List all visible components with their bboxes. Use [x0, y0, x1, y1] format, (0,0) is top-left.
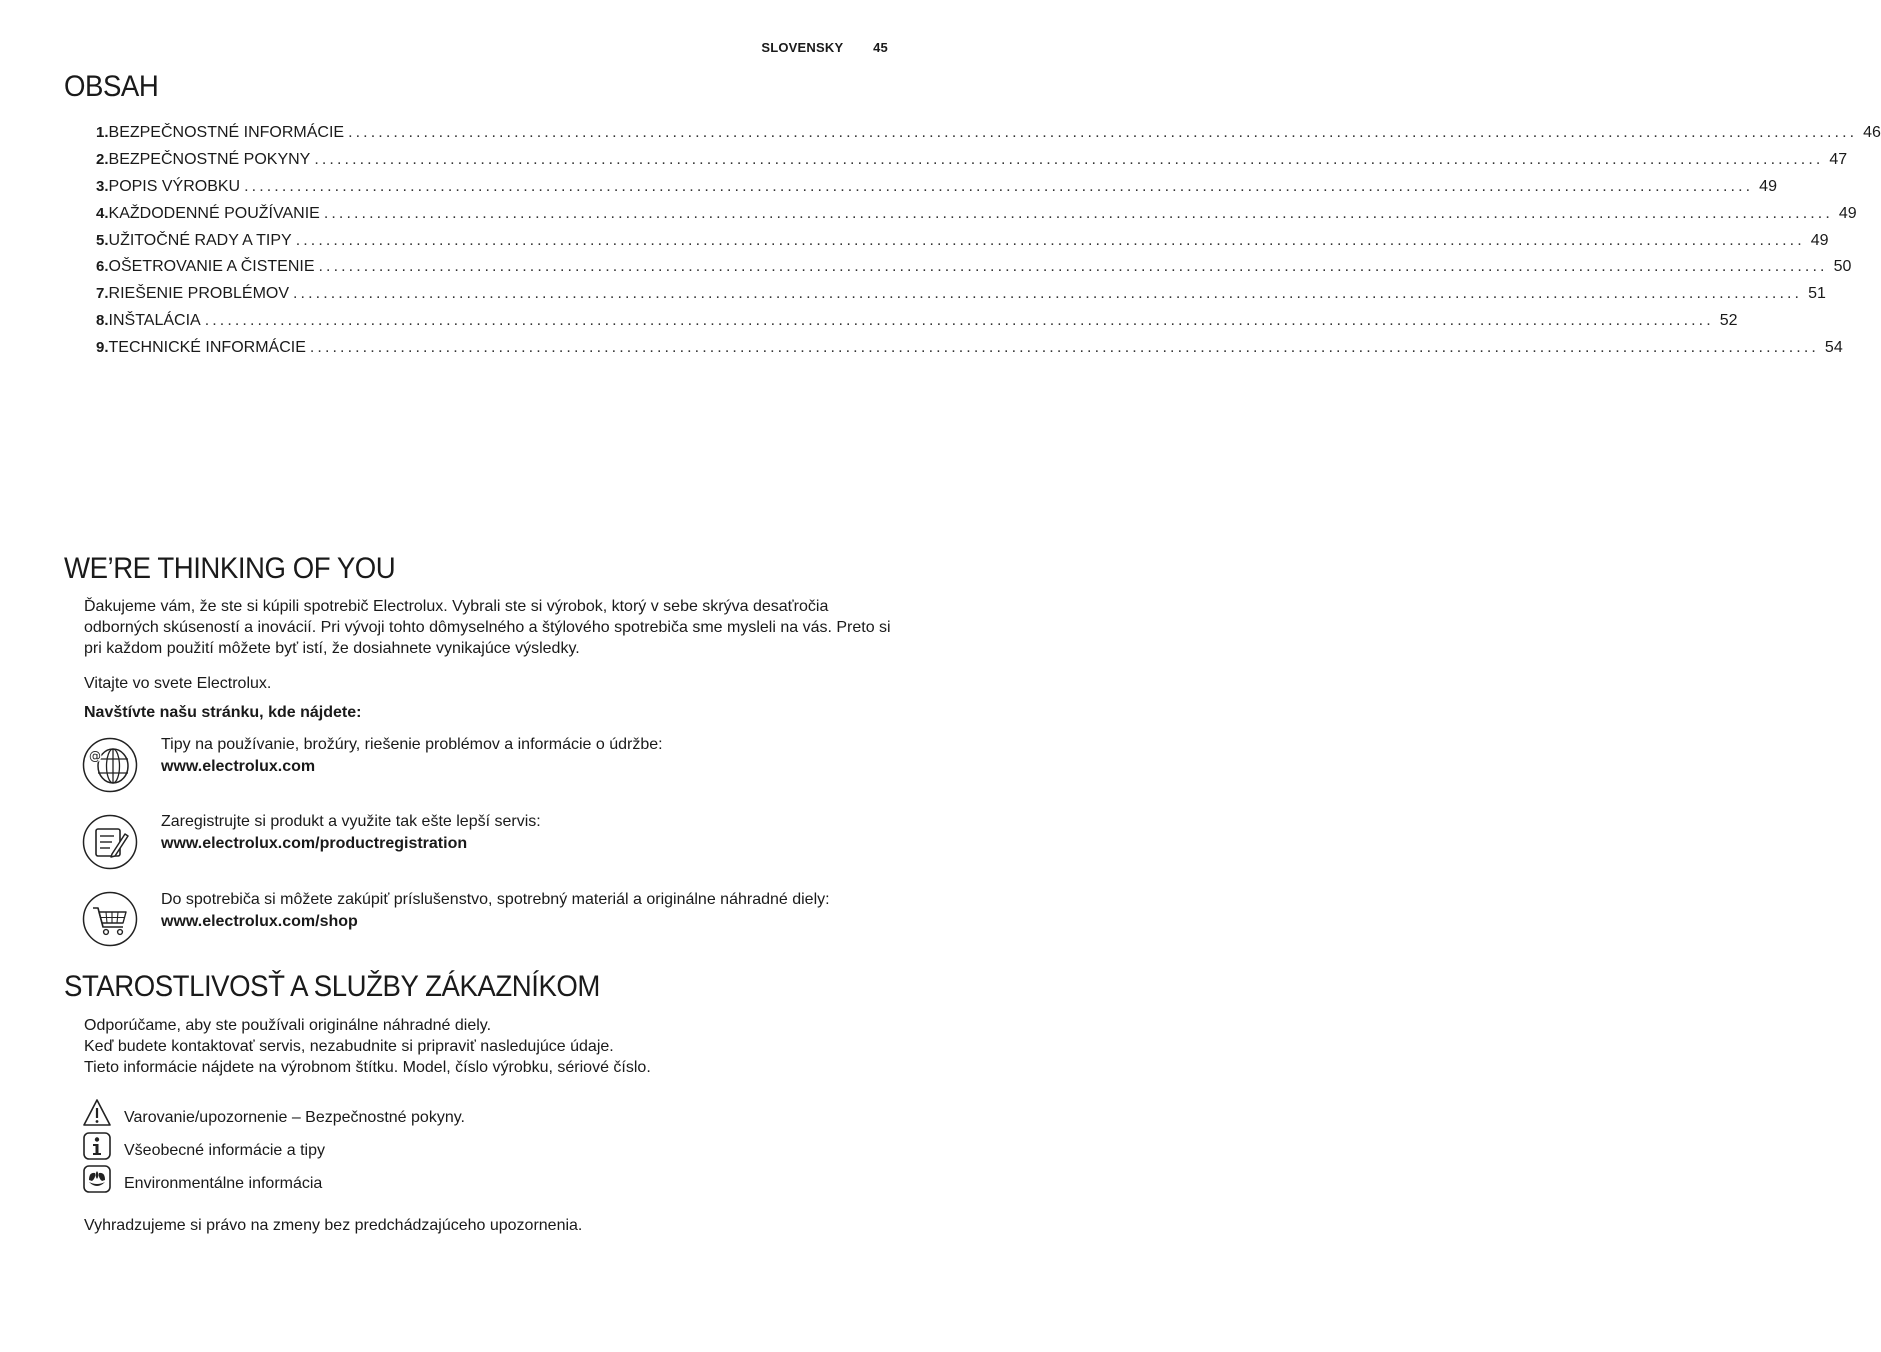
- toc-item-label: TECHNICKÉ INFORMÁCIE: [108, 339, 306, 357]
- care-title: STAROSTLIVOSŤ A SLUŽBY ZÁKAZNÍKOM: [64, 970, 600, 1003]
- globe-icon: [82, 737, 138, 793]
- toc-item-page: 49: [1810, 231, 1829, 249]
- toc-item-page: 51: [1808, 285, 1826, 303]
- intro-paragraph: Ďakujeme vám, že ste si kúpili spotrebič Electrolux. Vybrali ste si výrobok, ktorý v sebe skrýva desaťročia odborných skúseností a inovácií. Pri vývoji tohto dômyselného a štýlového spotrebiča sme mysleli na vás. Preto si pri každom použití môžete byť istí, že dosiahnete vynikajúce výsledky.: [84, 598, 891, 657]
- symbol-label: Environmentálne informácia: [124, 1175, 323, 1192]
- toc-item-label: OŠETROVANIE A ČISTENIE: [108, 258, 315, 276]
- toc-item-label: BEZPEČNOSTNÉ POKYNY: [108, 150, 311, 168]
- page-header: [761, 40, 888, 55]
- info-icon: [82, 1131, 112, 1161]
- toc-item-label: KAŽDODENNÉ POUŽÍVANIE: [108, 204, 320, 222]
- service-description: Do spotrebiča si môžete zakúpiť príslušenstvo, spotrebný materiál a originálne náhradné diely:: [161, 891, 830, 908]
- toc-item-page: 49: [1759, 177, 1777, 195]
- toc-item-label: POPIS VÝROBKU: [108, 177, 241, 195]
- symbol-label: Varovanie/upozornenie – Bezpečnostné pokyny.: [124, 1109, 465, 1126]
- toc-item-label: UŽITOČNÉ RADY A TIPY: [108, 231, 292, 249]
- toc-item[interactable]: 5. UŽITOČNÉ RADY A TIPY ........................................................................................................................................................................................................ 49: [96, 231, 1829, 249]
- svg-text:@: @: [89, 749, 101, 763]
- language-label: SLOVENSKY: [761, 40, 844, 55]
- service-description: Zaregistrujte si produkt a využite tak ešte lepší servis:: [161, 813, 541, 830]
- care-line: Odporúčame, aby ste používali originálne náhradné diely.: [84, 1017, 492, 1034]
- toc-item-page: 54: [1824, 339, 1843, 357]
- table-of-contents: [96, 124, 1881, 366]
- symbol-label: Všeobecné informácie a tipy: [124, 1142, 325, 1159]
- toc-item[interactable]: 1. BEZPEČNOSTNÉ INFORMÁCIE ........................................................................................................................................................................................................ 46: [96, 124, 1881, 141]
- service-item: [161, 889, 901, 933]
- warning-icon: [82, 1098, 112, 1128]
- page-number: 45: [873, 40, 888, 55]
- toc-item-label: BEZPEČNOSTNÉ INFORMÁCIE: [108, 124, 345, 141]
- service-item: [161, 734, 901, 778]
- registration-icon: [82, 814, 138, 870]
- contents-title: OBSAH: [64, 70, 159, 103]
- toc-item-page: 47: [1829, 150, 1848, 168]
- visit-heading: Navštívte našu stránku, kde nájdete:: [84, 704, 362, 721]
- toc-item[interactable]: 9. TECHNICKÉ INFORMÁCIE ........................................................................................................................................................................................................ 54: [96, 339, 1843, 357]
- toc-item-label: RIEŠENIE PROBLÉMOV: [108, 285, 290, 303]
- care-line: Keď budete kontaktovať servis, nezabudnite si pripraviť nasledujúce údaje.: [84, 1038, 614, 1055]
- toc-item[interactable]: 2. BEZPEČNOSTNÉ POKYNY ........................................................................................................................................................................................................ 47: [96, 150, 1848, 168]
- toc-item-label: INŠTALÁCIA: [108, 312, 201, 330]
- thinking-title: WE’RE THINKING OF YOU: [64, 552, 396, 585]
- shopping-cart-icon: [82, 891, 138, 947]
- toc-item-page: 46: [1863, 124, 1881, 141]
- service-description: Tipy na používanie, brožúry, riešenie problémov a informácie o údržbe:: [161, 736, 663, 753]
- care-line: Tieto informácie nájdete na výrobnom štítku. Model, číslo výrobku, sériové číslo.: [84, 1059, 651, 1076]
- toc-item[interactable]: 3. POPIS VÝROBKU ........................................................................................................................................................................................................ 49: [96, 177, 1777, 195]
- service-item: [161, 811, 901, 855]
- toc-item[interactable]: 7. RIEŠENIE PROBLÉMOV ........................................................................................................................................................................................................ 51: [96, 285, 1826, 303]
- toc-item[interactable]: 4. KAŽDODENNÉ POUŽÍVANIE ........................................................................................................................................................................................................ 49: [96, 204, 1857, 222]
- welcome-text: Vitajte vo svete Electrolux.: [84, 675, 272, 692]
- toc-item-page: 49: [1838, 204, 1857, 222]
- toc-item[interactable]: 6. OŠETROVANIE A ČISTENIE ........................................................................................................................................................................................................ 50: [96, 258, 1852, 276]
- environment-icon: [82, 1164, 112, 1194]
- disclaimer-text: Vyhradzujeme si právo na zmeny bez predchádzajúceho upozornenia.: [84, 1217, 583, 1234]
- toc-item-page: 50: [1833, 258, 1852, 276]
- service-link[interactable]: www.electrolux.com/productregistration: [161, 835, 468, 852]
- service-link[interactable]: www.electrolux.com/shop: [161, 913, 358, 930]
- toc-item[interactable]: 8. INŠTALÁCIA ........................................................................................................................................................................................................ 52: [96, 312, 1738, 330]
- toc-item-page: 52: [1719, 312, 1738, 330]
- service-link[interactable]: www.electrolux.com: [161, 758, 316, 775]
